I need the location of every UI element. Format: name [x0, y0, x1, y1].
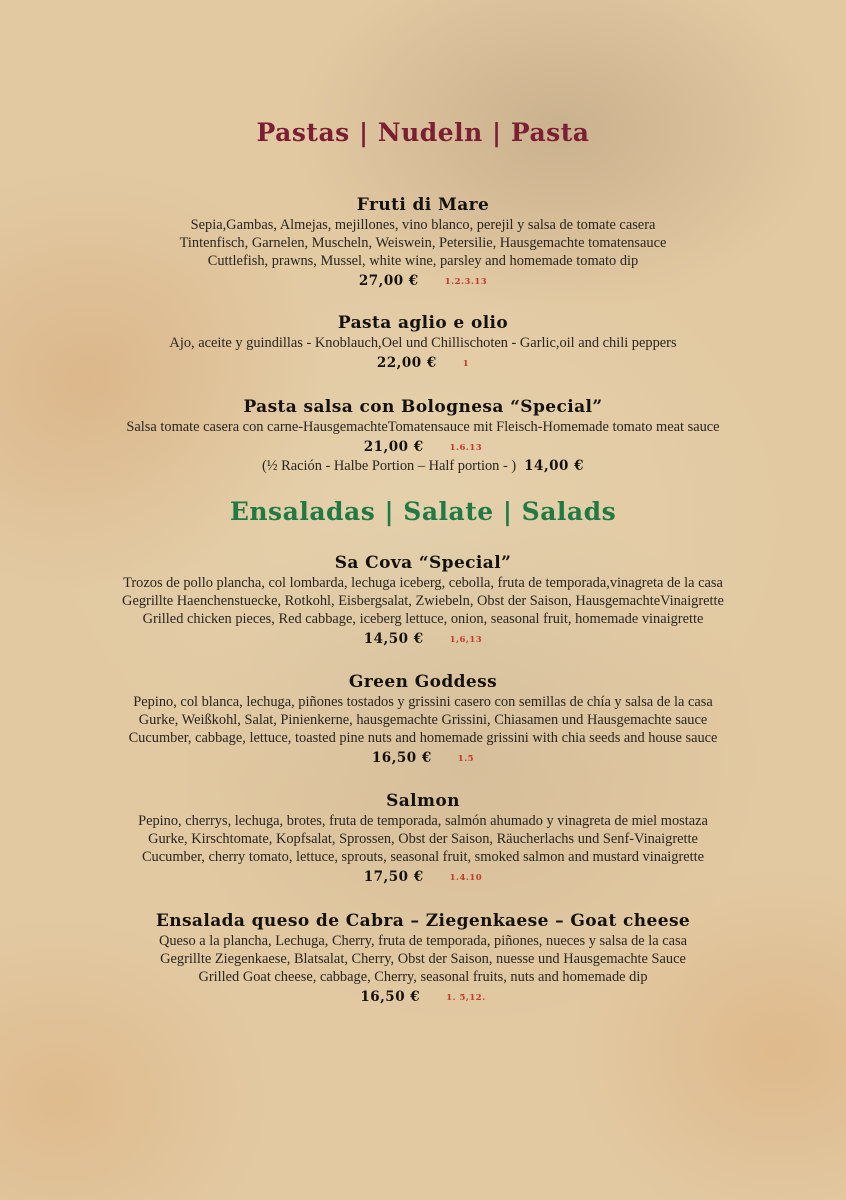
- menu-item-fruti-di-mare: [0, 194, 846, 290]
- price-row: [0, 747, 846, 767]
- price-row: [0, 866, 846, 886]
- price-row: [0, 986, 846, 1006]
- item-desc: Salsa tomate casera con carne-HausgemachteTomatensauce mit Fleisch-Homemade tomato meat sauce: [126, 419, 720, 435]
- item-desc-es: Queso a la plancha, Lechuga, Cherry, fruta de temporada, piñones, nueces y salsa de la casa: [158, 933, 688, 949]
- item-price: 16,50 €: [360, 989, 421, 1005]
- item-price: 16,50 €: [371, 750, 432, 766]
- item-desc-de: Gurke, Weißkohl, Salat, Pinienkerne, hausgemachte Grissini, Chiasamen und Hausgemachte sauce: [138, 712, 708, 728]
- menu-item-sa-cova: [0, 552, 846, 648]
- item-desc-de: Gegrillte Ziegenkaese, Blatsalat, Cherry, Obst der Saison, nuesse und Hausgemachte Sauce: [160, 951, 686, 967]
- price-row: [0, 352, 846, 372]
- menu-item-goat-cheese: [0, 910, 846, 1006]
- salad-section-title: Ensaladas | Salate | Salads: [229, 497, 617, 526]
- item-name: Pasta aglio e olio: [337, 313, 509, 333]
- item-price: 22,00 €: [376, 355, 437, 371]
- menu-item-salmon: [0, 790, 846, 886]
- item-price: 21,00 €: [363, 439, 424, 455]
- allergen-codes: 1: [462, 359, 470, 369]
- price-row: [0, 270, 846, 290]
- price-row: [0, 436, 846, 456]
- item-name: Sa Cova “Special”: [334, 553, 512, 573]
- allergen-codes: 1.2.3.13: [444, 277, 488, 287]
- item-desc-en: Grilled Goat cheese, cabbage, Cherry, seasonal fruits, nuts and homemade dip: [198, 969, 648, 985]
- item-desc-en: Cucumber, cherry tomato, lettuce, sprouts, seasonal fruit, smoked salmon and mustard vinaigrette: [141, 849, 705, 865]
- item-name: Ensalada queso de Cabra – Ziegenkaese – Goat cheese: [155, 911, 691, 931]
- item-price: 17,50 €: [363, 869, 424, 885]
- allergen-codes: 1.6.13: [449, 443, 483, 453]
- item-desc-de: Gurke, Kirschtomate, Kopfsalat, Sprossen, Obst der Saison, Räucherlachs und Senf-Vinaigrette: [148, 831, 698, 847]
- item-desc-en: Cucumber, cabbage, lettuce, toasted pine nuts and homemade grissini with chia seeds and house sauce: [128, 730, 718, 746]
- menu-item-aglio-olio: [0, 312, 846, 372]
- price-row: [0, 628, 846, 648]
- item-name: Salmon: [386, 791, 460, 811]
- item-desc-en: Cuttlefish, prawns, Mussel, white wine, parsley and homemade tomato dip: [207, 253, 639, 269]
- item-desc-de: Gegrillte Haenchenstuecke, Rotkohl, Eisbergsalat, Zwiebeln, Obst der Saison, HausgemachteVinaigrette: [122, 593, 724, 609]
- item-name: Green Goddess: [348, 672, 498, 692]
- item-name: Pasta salsa con Bolognesa “Special”: [243, 397, 603, 417]
- item-price: 14,50 €: [363, 631, 424, 647]
- pasta-section-title: Pastas | Nudeln | Pasta: [256, 118, 590, 147]
- allergen-codes: 1.5: [457, 754, 475, 764]
- item-desc-en: Grilled chicken pieces, Red cabbage, iceberg lettuce, onion, seasonal fruit, homemade vinaigrette: [142, 611, 704, 627]
- menu-item-green-goddess: [0, 671, 846, 767]
- item-desc: Ajo, aceite y guindillas - Knoblauch,Oel und Chillischoten - Garlic,oil and chili peppers: [169, 335, 677, 351]
- item-desc-es: Sepia,Gambas, Almejas, mejillones, vino blanco, perejil y salsa de tomate casera: [190, 217, 656, 233]
- item-name: Fruti di Mare: [356, 195, 490, 215]
- half-portion-label: (½ Ración - Halbe Portion – Half portion - ): [261, 458, 517, 474]
- menu-item-bolognesa: [0, 396, 846, 476]
- item-desc-de: Tintenfisch, Garnelen, Muscheln, Weiswein, Petersilie, Hausgemachte tomatensauce: [179, 235, 667, 251]
- item-desc-es: Pepino, cherrys, lechuga, brotes, fruta de temporada, salmón ahumado y vinagreta de miel mostaza: [138, 813, 708, 829]
- half-portion-row: [0, 456, 846, 476]
- item-price: 27,00 €: [358, 273, 419, 289]
- allergen-codes: 1. 5,12.: [446, 993, 486, 1003]
- half-portion-price: 14,00 €: [524, 458, 585, 474]
- allergen-codes: 1.4.10: [449, 873, 483, 883]
- item-desc-es: Trozos de pollo plancha, col lombarda, lechuga iceberg, cebolla, fruta de temporada,vinagreta de la casa: [123, 575, 723, 591]
- item-desc-es: Pepino, col blanca, lechuga, piñones tostados y grissini casero con semillas de chía y salsa de la casa: [133, 694, 713, 710]
- allergen-codes: 1,6,13: [449, 635, 483, 645]
